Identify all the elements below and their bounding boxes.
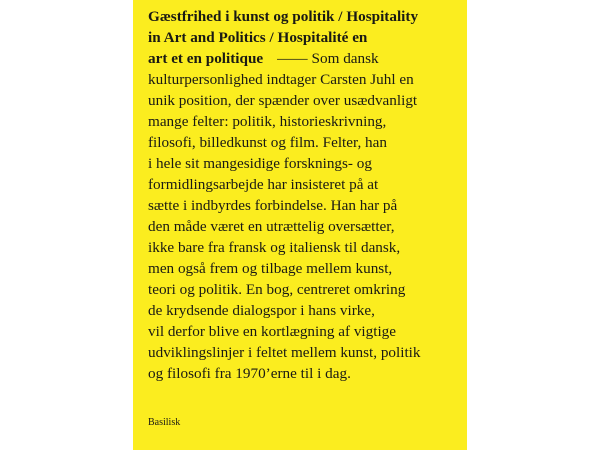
cover-text <box>148 6 464 384</box>
title-line: in Art and Politics / Hospitalité en <box>148 29 368 46</box>
body-line: den måde været en utrættelig oversætter, <box>148 218 395 235</box>
publisher-name: Basilisk <box>148 417 181 428</box>
body-line: formidlingsarbejde har insisteret på at <box>148 176 379 193</box>
body-line: men også frem og tilbage mellem kunst, <box>148 260 393 277</box>
body-line: kulturpersonlighed indtager Carsten Juhl en <box>148 71 414 88</box>
title-body-line <box>148 48 464 69</box>
body-line: vil derfor blive en kortlægning af vigtige <box>148 323 397 340</box>
body-line: sætte i indbyrdes forbindelse. Han har på <box>148 197 398 214</box>
body-line: ikke bare fra fransk og italiensk til dansk, <box>148 239 401 256</box>
em-dash: —— <box>277 50 308 67</box>
body-line: de krydsende dialogspor i hans virke, <box>148 302 375 319</box>
body-line-first: Som dansk <box>311 50 379 67</box>
body-line: teori og politik. En bog, centreret omkring <box>148 281 406 298</box>
body-line: filosofi, billedkunst og film. Felter, han <box>148 134 387 151</box>
body-line: unik position, der spænder over usædvanligt <box>148 92 418 109</box>
body-line: mange felter: politik, historieskrivning, <box>148 113 387 130</box>
body-line: i hele sit mangesidige forsknings- og <box>148 155 372 172</box>
title-line: Gæstfrihed i kunst og politik / Hospitality <box>148 8 419 25</box>
book-cover <box>133 0 467 450</box>
title-line-last: art et en politique <box>148 50 264 67</box>
body-line: og filosofi fra 1970’erne til i dag. <box>148 365 351 382</box>
body-line: udviklingslinjer i feltet mellem kunst, politik <box>148 344 421 361</box>
